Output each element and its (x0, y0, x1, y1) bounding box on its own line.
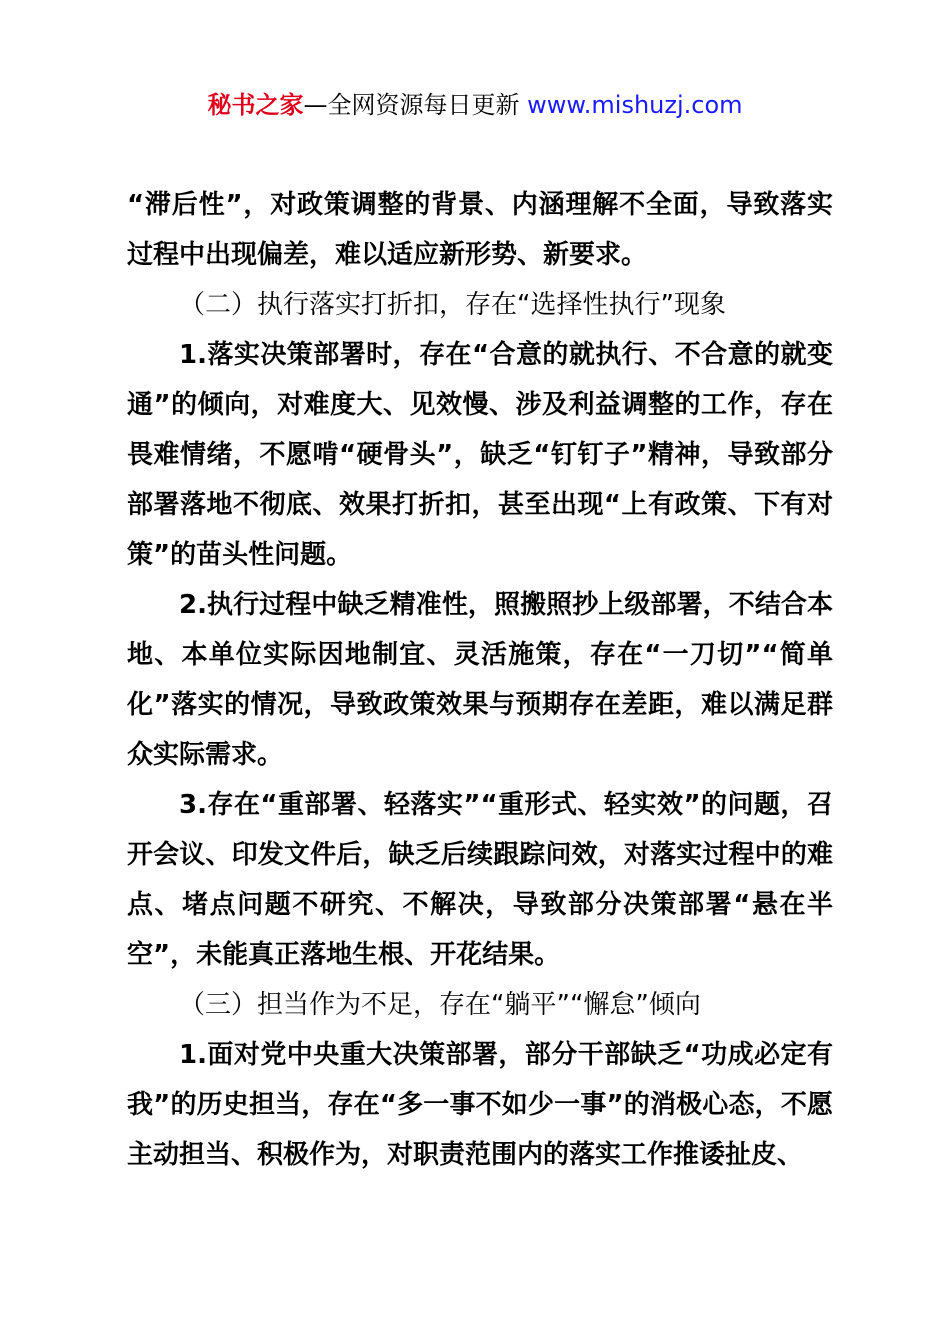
paragraph-item-1-section-3: 1.面对党中央重大决策部署，部分干部缺乏“功成必定有我”的历史担当，存在“多一事不如少一事”的消极心态，不愿主动担当、积极作为，对职责范围内的落实工作推诿扯皮、 (127, 1040, 833, 1170)
section-heading-3: （三）担当作为不足，存在“躺平”“懈怠”倾向 (179, 990, 701, 1020)
paragraph-item-1: 1.落实决策部署时，存在“合意的就执行、不合意的就变通”的倾向，对难度大、见效慢、涉及利益调整的工作，存在畏难情绪，不愿啃“硬骨头”，缺乏“钉钉子”精神，导致部分部署落地不彻底、效果打折扣，甚至出现“上有政策、下有对策”的苗头性问题。 (127, 340, 833, 570)
header-url-link[interactable]: www.mishuzj.com (527, 91, 743, 119)
brand-name: 秘书之家 (207, 91, 304, 119)
header-tagline: —全网资源每日更新 (303, 91, 528, 119)
page-header (0, 88, 950, 122)
paragraph-continued: “滞后性”，对政策调整的背景、内涵理解不全面，导致落实过程中出现偏差，难以适应新形势、新要求。 (127, 190, 833, 270)
paragraph-item-2: 2.执行过程中缺乏精准性，照搬照抄上级部署，不结合本地、本单位实际因地制宜、灵活施策，存在“一刀切”“简单化”落实的情况，导致政策效果与预期存在差距，难以满足群众实际需求。 (127, 590, 833, 770)
section-heading-2: （二）执行落实打折扣，存在“选择性执行”现象 (179, 290, 726, 320)
paragraph-item-3: 3.存在“重部署、轻落实”“重形式、轻实效”的问题，召开会议、印发文件后，缺乏后续跟踪问效，对落实过程中的难点、堵点问题不研究、不解决，导致部分决策部署“悬在半空”，未能真正落地生根、开花结果。 (127, 790, 833, 970)
document-body (127, 180, 833, 1180)
